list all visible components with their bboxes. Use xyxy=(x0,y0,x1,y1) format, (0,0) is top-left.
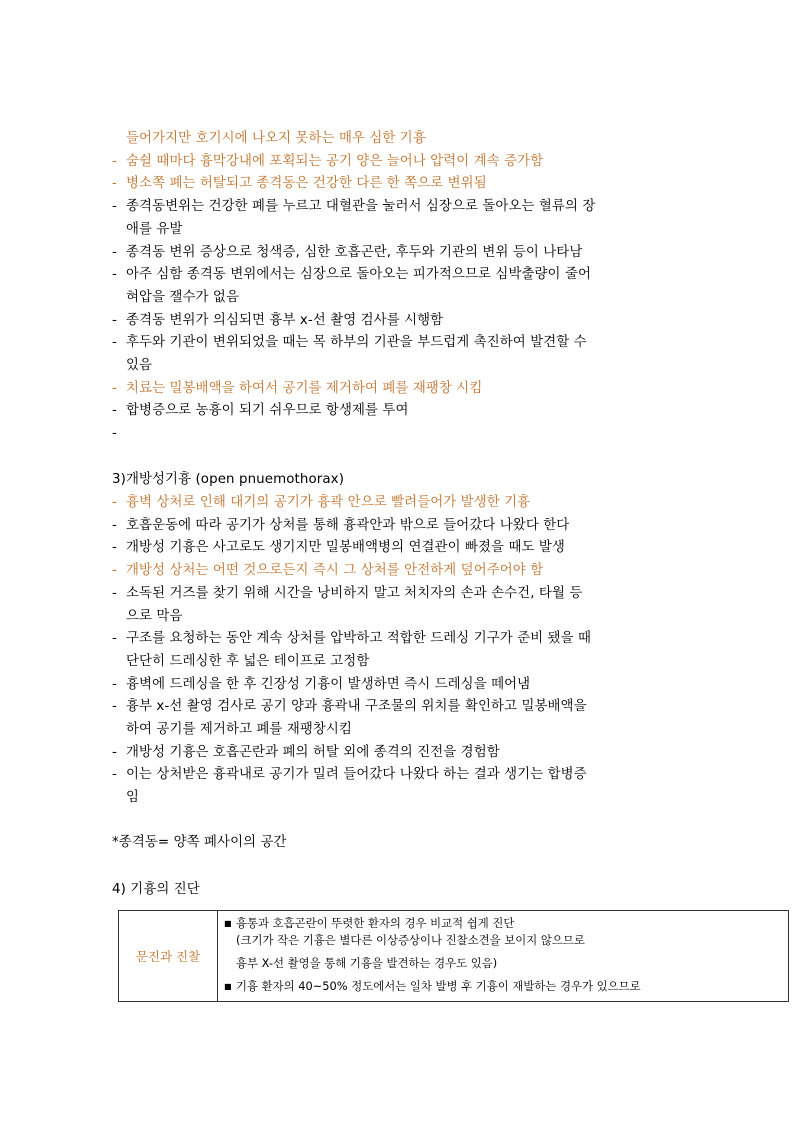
table-right-content xyxy=(218,911,789,1002)
dash-marker: - xyxy=(112,176,117,192)
line-text: 단단히 드레싱한 후 넓은 테이프로 고정함 xyxy=(126,653,370,669)
dash-marker: - xyxy=(112,335,117,351)
table-row xyxy=(119,911,789,1002)
section2-line xyxy=(112,355,152,377)
section3-line xyxy=(112,764,587,786)
open-pneumothorax-heading: 3)개방성기흉 (open pnuemothorax) xyxy=(112,472,345,487)
section3-line xyxy=(112,742,500,764)
line-text: 이는 상처받은 흉곽내로 공기가 밀려 들어갔다 나왔다 하는 결과 생기는 합병증 xyxy=(126,767,587,783)
line-text: 종격동 변위가 의심되면 흉부 x-선 촬영 검사를 시행함 xyxy=(126,312,444,328)
dash-marker: - xyxy=(112,767,117,783)
diagnosis-heading: 4) 기흉의 진단 xyxy=(112,882,200,897)
dash-marker: - xyxy=(112,153,117,169)
dash-marker: - xyxy=(112,631,117,647)
square-bullet-icon: ■ xyxy=(224,919,232,928)
section2-line xyxy=(112,196,595,218)
section3-line xyxy=(112,560,543,582)
line-text: 호흡운동에 따라 공기가 상처를 통해 흉곽안과 밖으로 들어갔다 나왔다 한다 xyxy=(126,517,570,533)
line-text: 구조를 요청하는 동안 계속 상처를 압박하고 적합한 드레싱 기구가 준비 됐을 때 xyxy=(126,631,592,647)
section3-line xyxy=(112,537,565,559)
line-text: 후두와 기관이 변위되었을 때는 목 하부의 기관을 부드럽게 촉진하여 발견할 수 xyxy=(126,335,587,351)
line-text: 있음 xyxy=(126,358,153,373)
dash-marker: - xyxy=(112,563,117,579)
section2-line xyxy=(112,128,426,150)
section3-line xyxy=(112,515,569,537)
table-bullet-1-note-2: 흉부 X-선 촬영을 통해 기흉을 발견하는 경우도 있음) xyxy=(236,956,498,970)
dash-marker: - xyxy=(112,426,117,442)
table-bullet-1-note-1: (크기가 작은 기흉은 별다른 이상증상이나 진찰소견을 보이지 않으므로 xyxy=(236,933,585,947)
section2-line xyxy=(112,242,582,264)
line-text: 아주 심함 종격동 변위에서는 심장으로 돌아오는 피가적으므로 심박출량이 줄어 xyxy=(126,267,592,283)
dash-marker: - xyxy=(112,312,117,328)
line-text: 흉부 x-선 촬영 검사로 공기 양과 흉곽내 구조물의 위치를 확인하고 밀봉배액을 xyxy=(126,699,587,715)
dash-marker: - xyxy=(112,744,117,760)
dash-marker: - xyxy=(112,403,117,419)
line-text: 종격동변위는 건강한 폐를 누르고 대혈관을 눌러서 심장으로 돌아오는 혈류의 장 xyxy=(126,199,596,215)
section3-line xyxy=(112,492,530,514)
section2-line xyxy=(112,400,409,422)
square-bullet-icon: ■ xyxy=(224,982,232,991)
section2-line xyxy=(112,423,126,445)
section2-line xyxy=(112,151,543,173)
table-left-label: 문진과 진찰 xyxy=(119,911,218,1002)
dash-marker: - xyxy=(112,199,117,215)
dash-marker: - xyxy=(112,495,117,510)
section2-line xyxy=(112,219,183,241)
dash-marker: - xyxy=(112,267,117,283)
line-text: 숨쉴 때마다 흉막강내에 포획되는 공기 양은 늘어나 압력이 계속 증가함 xyxy=(126,153,544,169)
line-text: 병소쪽 폐는 허탈되고 종격동은 건강한 다른 한 쪽으로 변위됨 xyxy=(126,176,487,192)
dash-marker: - xyxy=(112,676,117,692)
line-text: 흉벽 상처로 인해 대기의 공기가 흉곽 안으로 빨려들어가 발생한 기흉 xyxy=(126,495,531,510)
mediastinum-footnote: *종격동= 양쪽 폐사이의 공간 xyxy=(112,835,287,850)
line-text: 으로 막음 xyxy=(126,608,183,624)
section3-line xyxy=(112,674,530,696)
line-text: 흉벽에 드레싱을 한 후 긴장성 기흉이 발생하면 즉시 드레싱을 떼어냄 xyxy=(126,676,531,692)
line-text: 개방성 기흉은 호흡곤란과 폐의 허탈 외에 종격의 진전을 경험함 xyxy=(126,744,500,760)
line-text: 들어가지만 호기시에 나오지 못하는 매우 심한 기흉 xyxy=(126,131,426,146)
table-bullet-2: ■ 기흉 환자의 40~50% 정도에서는 일차 발병 후 기흉이 재발하는 경우가 있으므로 xyxy=(224,979,641,993)
section3-line xyxy=(112,628,591,650)
line-text: 개방성 기흉은 사고로도 생기지만 밀봉배액병의 연결관이 빠졌을 때도 발생 xyxy=(126,540,565,556)
dash-marker: - xyxy=(112,699,117,715)
line-text: 혀압을 잴수가 없음 xyxy=(126,289,239,305)
dash-marker: - xyxy=(112,244,117,260)
section3-line xyxy=(112,696,587,718)
line-text: 종격동 변위 증상으로 청색증, 심한 호흡곤란, 후두와 기관의 변위 등이 나타남 xyxy=(126,244,583,260)
line-text: 하여 공기를 제거하고 폐를 재팽창시킴 xyxy=(126,722,352,737)
section3-line xyxy=(112,787,139,809)
section3-line xyxy=(112,651,369,673)
dash-marker: - xyxy=(112,380,117,396)
line-text: 임 xyxy=(126,790,140,806)
section2-line xyxy=(112,264,591,286)
line-text: 치료는 밀봉배액을 하여서 공기를 제거하여 폐를 재팽창 시킴 xyxy=(126,380,483,396)
section2-line xyxy=(112,173,487,195)
line-text: 소독된 거즈를 찾기 위해 시간을 낭비하지 말고 처치자의 손과 손수건, 타월 등 xyxy=(126,585,583,601)
dash-marker: - xyxy=(112,540,117,556)
section3-line xyxy=(112,719,352,741)
section2-line xyxy=(112,310,443,332)
table-bullet-1: ■ 흉통과 호흡곤란이 뚜렷한 환자의 경우 비교적 쉽게 진단 xyxy=(224,916,515,930)
section3-line xyxy=(112,583,582,605)
line-text: 개방성 상처는 어떤 것으로든지 즉시 그 상처를 안전하게 덮어주어야 함 xyxy=(126,563,544,579)
diagnosis-table xyxy=(118,910,789,1002)
section2-line xyxy=(112,332,587,354)
section3-line xyxy=(112,606,183,628)
line-text: 애를 유발 xyxy=(126,221,183,237)
dash-marker: - xyxy=(112,585,117,601)
line-text: 합병증으로 농흉이 되기 쉬우므로 항생제를 투여 xyxy=(126,403,409,419)
section2-line xyxy=(112,287,239,309)
section2-line xyxy=(112,378,482,400)
dash-marker: - xyxy=(112,517,117,533)
